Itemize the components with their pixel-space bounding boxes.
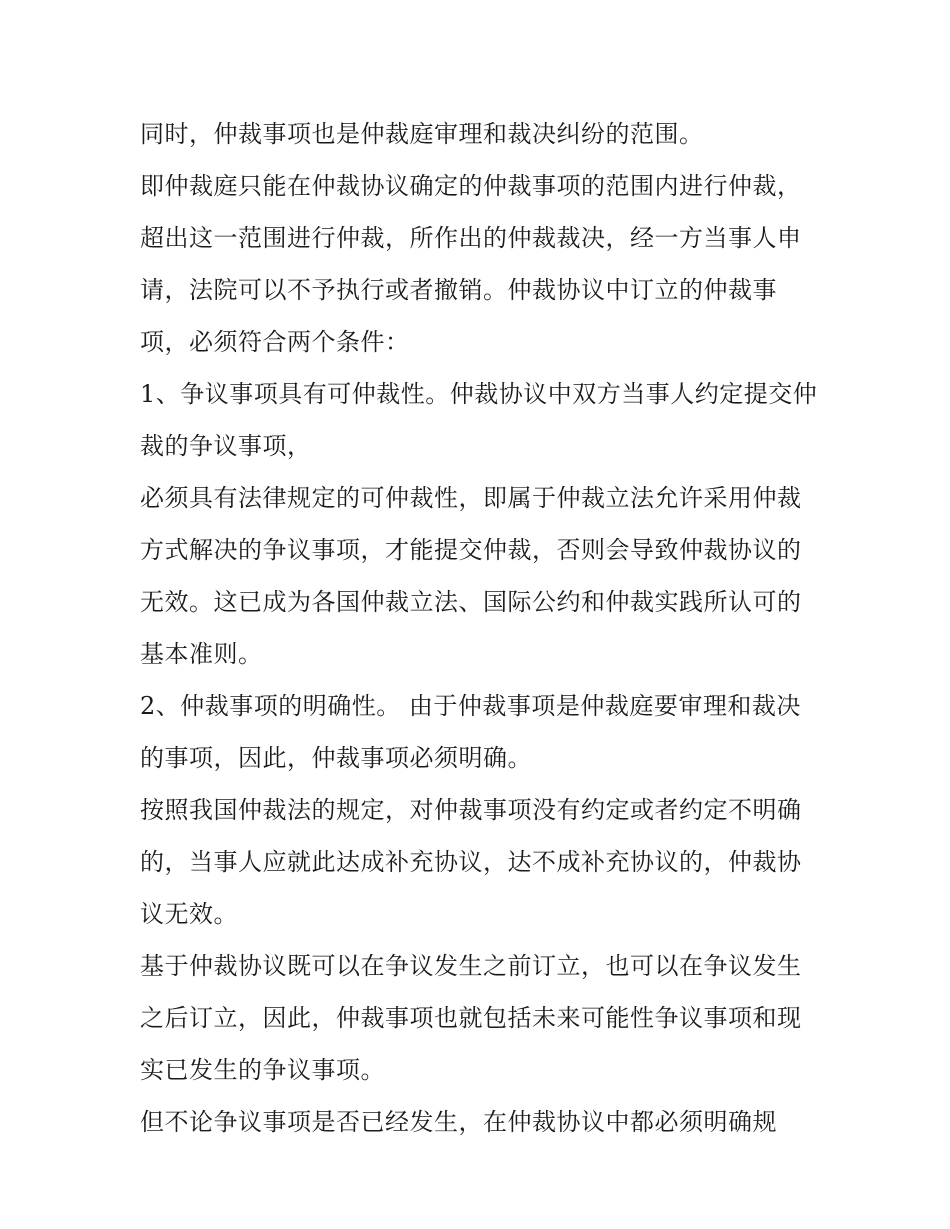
- paragraph-must-specify: 但不论争议事项是否已经发生，在仲裁协议中都必须明确规: [140, 1108, 777, 1136]
- paragraph-tribunal-limits: 即仲裁庭只能在仲裁协议确定的仲裁事项的范围内进行仲裁，超出这一范围进行仲裁，所作出的仲裁裁决，经一方当事人申请，法院可以不予执行或者撤销。仲裁协议中订立的仲裁事项，必须符合两个条件：: [140, 172, 802, 356]
- document-body: [140, 108, 820, 1148]
- paragraph-arbitrability: 必须具有法律规定的可仲裁性，即属于仲裁立法允许采用仲裁方式解决的争议事项，才能提交仲裁，否则会导致仲裁协议的无效。这已成为各国仲裁立法、国际公约和仲裁实践所认可的基本准则。: [140, 484, 802, 668]
- paragraph-future-disputes: 基于仲裁协议既可以在争议发生之前订立，也可以在争议发生之后订立，因此，仲裁事项也就包括未来可能性争议事项和现实已发生的争议事项。: [140, 952, 802, 1084]
- paragraph-condition-1: 1、争议事项具有可仲裁性。仲裁协议中双方当事人约定提交仲裁的争议事项，: [140, 380, 818, 460]
- paragraph-scope: 同时，仲裁事项也是仲裁庭审理和裁决纠纷的范围。: [140, 120, 704, 148]
- paragraph-condition-2: 2、仲裁事项的明确性。 由于仲裁事项是仲裁庭要审理和裁决的事项，因此，仲裁事项必须明确。: [140, 692, 801, 772]
- paragraph-supplementary-agreement: 按照我国仲裁法的规定，对仲裁事项没有约定或者约定不明确的，当事人应就此达成补充协议，达不成补充协议的，仲裁协议无效。: [140, 796, 802, 928]
